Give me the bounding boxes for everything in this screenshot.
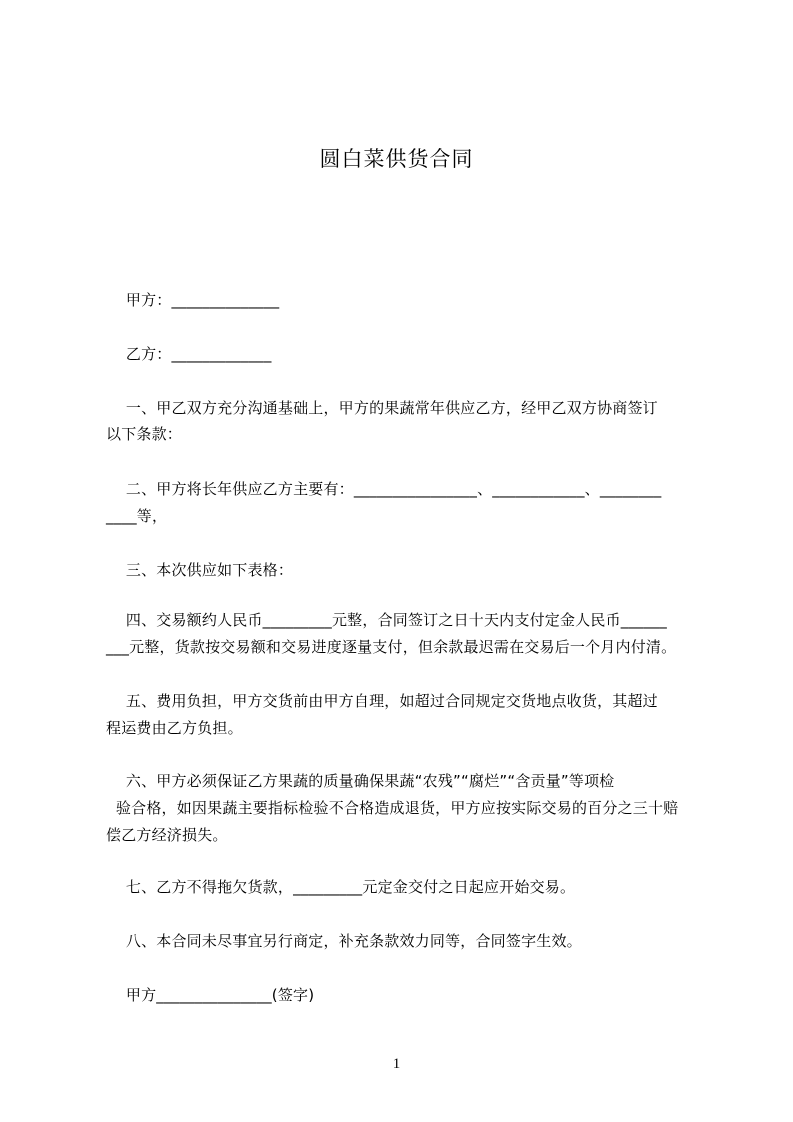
clause-5-line-2: 程运费由乙方负担。 bbox=[106, 719, 243, 737]
clause-8-line: 八、本合同未尽事宜另行商定，补充条款效力同等，合同签字生效。 bbox=[106, 932, 582, 950]
clause-2-line-1: 二、甲方将长年供应乙方主要有：________________、____________、________ bbox=[106, 480, 662, 498]
clause-5-line-1: 五、费用负担，甲方交货前由甲方自理，如超过合同规定交货地点收货，其超过 bbox=[106, 692, 658, 710]
signature-line: 甲方_______________(签字) bbox=[106, 986, 315, 1004]
party-b-line: 乙方：_____________ bbox=[106, 345, 272, 363]
party-a-line: 甲方：______________ bbox=[106, 291, 280, 309]
document-title: 圆白菜供货合同 bbox=[319, 147, 474, 171]
clause-6-line-2: 验合格，如因果蔬主要指标检验不合格造成退货，甲方应按实际交易的百分之三十赔 bbox=[106, 799, 679, 817]
clause-6-line-3: 偿乙方经济损失。 bbox=[106, 826, 228, 844]
clause-2-line-2: ____等， bbox=[106, 507, 168, 525]
clause-4-line-2: ___元整，货款按交易额和交易进度逐量支付，但余款最迟需在交易后一个月内付清。 bbox=[106, 638, 677, 656]
page-number: 1 bbox=[392, 1056, 401, 1072]
clause-1-line-2: 以下条款： bbox=[106, 425, 183, 443]
clause-4-line-1: 四、交易额约人民币_________元整，合同签订之日十天内支付定金人民币______ bbox=[106, 611, 667, 629]
clause-7-line: 七、乙方不得拖欠货款，_________元定金交付之日起应开始交易。 bbox=[106, 878, 576, 896]
clause-6-line-1: 六、甲方必须保证乙方果蔬的质量确保果蔬“农残”“腐烂”“含贡量”等项检 bbox=[106, 772, 615, 790]
clause-3-line: 三、本次供应如下表格： bbox=[106, 561, 294, 579]
clause-1-line-1: 一、甲乙双方充分沟通基础上，甲方的果蔬常年供应乙方，经甲乙双方协商签订 bbox=[106, 399, 658, 417]
